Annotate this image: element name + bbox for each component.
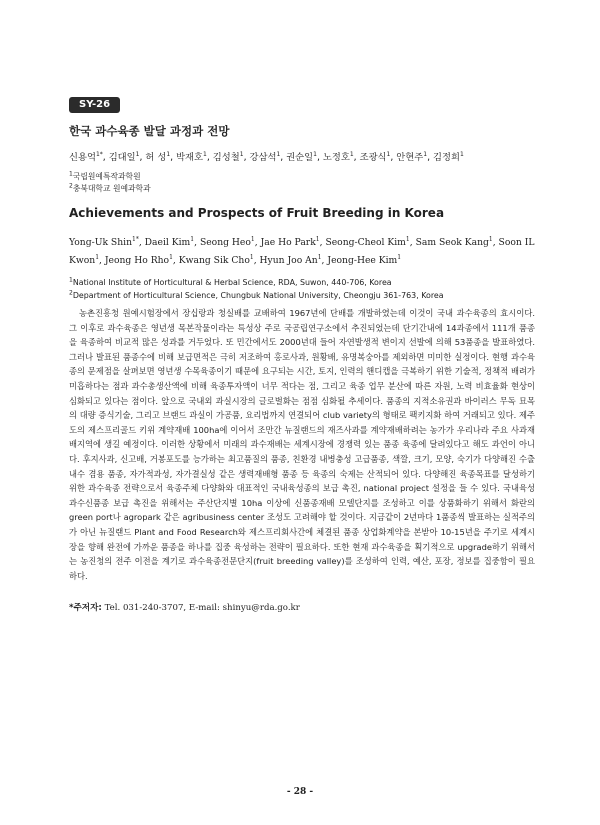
session-badge: SY-26: [69, 97, 120, 113]
author-affiliation-marker: 1*: [132, 235, 139, 243]
contact-email: E-mail: shinyu@rda.go.kr: [188, 603, 300, 613]
author-name: 김정희: [433, 152, 460, 163]
korean-affiliations: [69, 171, 151, 195]
author-affiliation-marker: 1: [190, 235, 195, 243]
author: Soon IL Kwon$^1$,: [69, 237, 535, 266]
author-name: Hyun Joo An: [259, 255, 318, 266]
author: 조광식$^1$,: [359, 150, 397, 163]
author: Daeil Kim$^1$,: [144, 235, 200, 248]
affiliation-marker: 1: [69, 170, 73, 178]
author: 박재호$^1$,: [176, 150, 213, 163]
author-affiliation-marker: 1*: [95, 150, 103, 158]
author: 노정호$^1$,: [322, 150, 360, 163]
author-name: 박재호: [176, 152, 204, 163]
author: 허 성$^1$,: [145, 150, 177, 163]
author-affiliation-marker: 1: [459, 150, 464, 158]
author: 김대일$^1$,: [108, 150, 146, 163]
author-affiliation-marker: 1: [317, 253, 322, 261]
author-affiliation-marker: 1: [95, 253, 100, 261]
affiliation-marker: 1: [69, 276, 73, 284]
english-title: Achievements and Prospects of Fruit Breeding in Korea: [69, 206, 445, 220]
author: Sam Seok Kang$^1$,: [415, 235, 499, 248]
author-affiliation-marker: 1: [135, 150, 140, 158]
author-name: Jeong-Hee Kim: [327, 255, 398, 266]
author-affiliation-marker: 1: [488, 235, 493, 243]
author-name: 노정호: [322, 152, 350, 163]
author-name: Seong-Cheol Kim: [325, 237, 406, 248]
author: Seong Heo$^1$,: [199, 235, 261, 248]
author: 안현주$^1$,: [396, 150, 433, 163]
affiliation-text: Department of Horticultural Science, Chungbuk National University, Cheongju 361-763, Korea: [72, 290, 444, 300]
korean-author-list: [69, 149, 464, 163]
author-affiliation-marker: 1: [397, 253, 402, 261]
author: [327, 255, 401, 266]
author-name: 신용억: [69, 152, 96, 163]
author-name: 김대일: [108, 152, 136, 163]
author: Jeong Ho Rho$^1$,: [104, 253, 179, 266]
author-name: 강삼석: [249, 152, 277, 163]
author-affiliation-marker: 1: [169, 253, 173, 261]
english-author-list: [69, 234, 535, 270]
author-name: Daeil Kim: [144, 237, 191, 248]
author-affiliation-marker: 1: [423, 150, 428, 158]
author-name: 권순일: [286, 152, 314, 163]
contact-label: *주저자:: [69, 603, 102, 613]
author-affiliation-marker: 1: [250, 235, 255, 243]
page-number: - 28 -: [286, 787, 314, 797]
affiliation-marker: 2: [69, 182, 73, 190]
affiliation-marker: 2: [69, 288, 73, 296]
author-affiliation-marker: 1: [249, 253, 254, 261]
affiliation-text: 충북대학교 원예과학과: [72, 184, 151, 193]
affiliation-line: [69, 171, 151, 183]
author-name: Jae Ho Park: [260, 237, 316, 248]
author: 김성철$^1$,: [212, 150, 250, 163]
author-affiliation-marker: 1: [203, 150, 207, 158]
author-name: 조광식: [359, 152, 387, 163]
korean-title: 한국 과수육종 발달 과정과 전망: [69, 124, 230, 138]
author: 권순일$^1$,: [286, 150, 323, 163]
author-name: Jeong Ho Rho: [104, 255, 170, 266]
contact-info: [69, 601, 300, 613]
author: 강삼석$^1$,: [249, 150, 287, 163]
author-name: Seong Heo: [199, 237, 251, 248]
author-affiliation-marker: 1: [349, 150, 354, 158]
author-affiliation-marker: 1: [166, 150, 171, 158]
author-name: 안현주: [396, 152, 424, 163]
author-name: Soon IL Kwon: [69, 237, 535, 266]
author-affiliation-marker: 1: [313, 150, 317, 158]
author-affiliation-marker: 1: [315, 235, 320, 243]
author: [433, 152, 464, 163]
author-name: Sam Seok Kang: [415, 237, 489, 248]
abstract-text: 농촌진흥청 원예시험장에서 장십랑과 청실배를 교배하여 1967년에 단배를 개발하였는데 이것이 국내 과수육종의 효시이다. 그 이후로 과수육종은 영년생 목본작물이라는 특성상 주로 국공립연구소에서 추진되었는데 단기간내에 14과종에서 111개 품종을 육종하여 비교적 많은 성과를 거두었다. 또 민간에서도 2000년대 들어 자연발생적 변이지 선발에 의해 53품종을 발표하였다. 그러나 발표된 품종수에 비해 보급면적은 극히 저조하여 홍로사과, 원황배, 유명복숭아를 제외하면 미미한 실정이다. 현행 과수육종의 문제점을 살펴보면 영년생 수목육종이기 때문에 요구되는 시간, 토지, 인력의 핸디캡을 극복하기 위한 기술적, 정책적 배려가 미흡하다는 점과 과수총생산액에 비해 육종투자액이 너무 적다는 점, 그리고 육종 업무 분산에 따른 자원, 노력 비효율화 현상이 심화되고 있다는 점이다. 앞으로 국내외 과실시장의 글로벌화는 점점 심화될 추세이다. 품종의 지적소유권과 바이러스 무독 묘목의 대량 증식기술, 그리고 브랜드 과실이 가공품, 요리법까지 연결되어 club variety의 형태로 팩키지화 하여 거래되고 있다. 제주도의 제스프리골드 키위 계약재배 100ha에 이어서 조만간 뉴질랜드의 재즈사과를 계약재배하려는 농가가 우리나라 주요 사과재배지역에 생길 예정이다. 이러한 상황에서 미래의 과수재배는 세계시장에 경쟁력 있는 품종 육종에 달려있다고 해도 과언이 아니다. 후지사과, 신고배, 거봉포도를 능가하는 최고품질의 품종, 친환경 내병충성 고급품종, 색깔, 크기, 모양, 숙기가 다양해진 수출내수 겸용 품종, 자가적과성, 자가결실성 같은 생력재배형 품종 등 육종의 숙제는 산적되어 있다. 다양해진 육종목표를 달성하기 위한 과수육종 전략으로서 육종주체 다양화와 대표적인 국내육성종의 보급 촉진, national project 설정을 들 수 있다. 국내육성 과수신품종 보급 촉진을 위해서는 주산단지별 10ha 이상에 신품종재배 모델단지를 조성하고 이를 상품화하기 위해서 화란의 green port나 agropark 같은 agribusiness center 조성도 고려해야 할 것이다. 지금같이 2년마다 1품종씩 발표하는 실적주의가 아닌 뉴질랜드 Plant and Food Research와 제스프리회사간에 체결된 품종 상업화계약을 본받아 10-15년을 주기로 세계시장을 향해 완전에 가까운 품종을 하나를 집중 육성하는 전략이 필요하다. 또한 현재 과수육종을 획기적으로 upgrade하기 위해서는 농진청의 전주 이전을 계기로 과수육종전문단지(fruit breeding valley)를 조성하여 인력, 예산, 포장, 정보를 집중함이 필요하다.: [69, 308, 535, 581]
author-name: Kwang Sik Cho: [178, 255, 250, 266]
author-affiliation-marker: 1: [239, 150, 244, 158]
author-name: 허 성: [145, 152, 167, 163]
english-affiliations: [69, 277, 444, 302]
contact-tel: Tel. 031-240-3707,: [104, 603, 187, 613]
author: Hyun Joo An$^1$,: [259, 253, 328, 266]
author-affiliation-marker: 1: [276, 150, 281, 158]
author-affiliation-marker: 1: [405, 235, 410, 243]
author: Yong-Uk Shin$^{1*}$,: [69, 235, 145, 248]
affiliation-text: 국립원예특작과학원: [72, 172, 141, 181]
author: Kwang Sik Cho$^1$,: [178, 253, 260, 266]
affiliation-line: [69, 183, 151, 195]
affiliation-text: National Institute of Horticultural & Herbal Science, RDA, Suwon, 440-706, Korea: [72, 278, 392, 287]
author-affiliation-marker: 1: [386, 150, 391, 158]
affiliation-line: [69, 277, 444, 290]
author: Jae Ho Park$^1$,: [260, 235, 326, 248]
affiliation-line: [69, 290, 444, 303]
author: Seong-Cheol Kim$^1$,: [325, 235, 416, 248]
author: 신용억$^{1*}$,: [69, 150, 109, 163]
author-name: 김성철: [212, 152, 240, 163]
author-name: Yong-Uk Shin: [69, 237, 132, 248]
